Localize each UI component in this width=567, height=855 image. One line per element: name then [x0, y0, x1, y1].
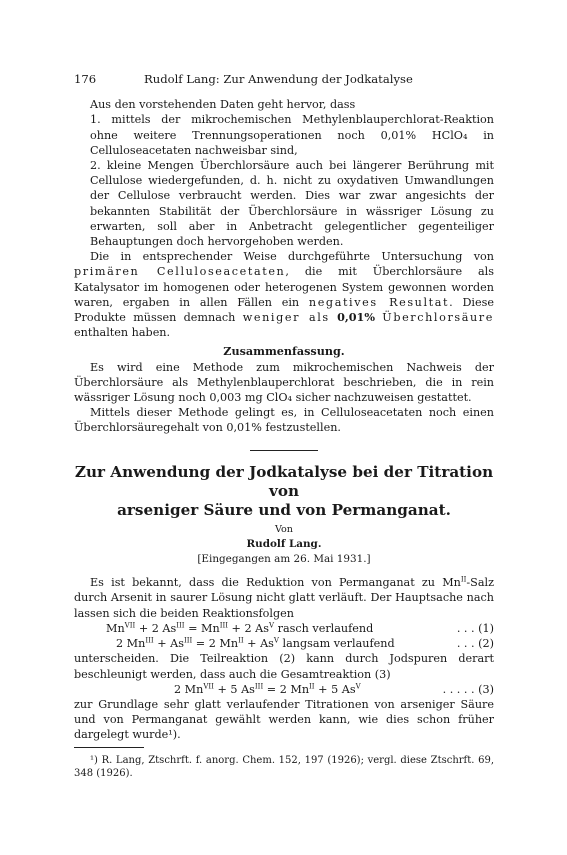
equation-1: [74, 621, 494, 636]
footnote: ¹) R. Lang, Ztschrft. f. anorg. Chem. 152, 197 (1926); vergl. diese Ztschrft. 69, 348 (1926).: [74, 754, 494, 780]
list-item: [74, 112, 494, 158]
received-date: [Eingegangen am 26. Mai 1931.]: [197, 553, 371, 566]
summary-paragraph: Es wird eine Methode zum mikrochemischen Nachweis der Überchlorsäure als Methylenblauperchlorat beschrieben, die in rein wässriger Lösung noch 0,003 mg ClO₄ sicher nachzuweisen gestattet.: [74, 360, 494, 405]
title-line: arseniger Säure und von Permanganat.: [117, 500, 451, 519]
equation-number: . . . (2): [456, 637, 494, 651]
text-run: Die in entsprechender Weise durchgeführte Untersuchung von: [90, 250, 494, 264]
page: [74, 72, 494, 781]
paragraph: [74, 575, 494, 621]
page-header: [74, 72, 494, 87]
list-item: [74, 158, 494, 249]
by-line: Von: [274, 523, 293, 535]
text-run: Es ist bekannt, dass die Reduktion von Permanganat zu Mn: [90, 576, 461, 590]
equation-2: [74, 636, 494, 651]
summary-heading: Zusammenfassung.: [223, 344, 345, 359]
text-run: 0,01%: [337, 310, 375, 325]
equation-text: 2 $Mn^{III} + As^{III} = 2$ $Mn^{II} + As^V$ langsam verlaufend: [116, 636, 395, 651]
equation-3: [74, 682, 494, 697]
equation-number: . . . (1): [456, 621, 494, 635]
equation-text: $Mn^{VII} + 2$ $As^{III} = Mn^{III} + 2$ $As^V$ rasch verlaufend: [106, 621, 374, 635]
footnote-divider: [74, 747, 144, 748]
text-run: , die mit Überchlorsäure als Katalysator im homogenen oder heterogenen System gewonnen worden waren, ergaben in allen Fällen ein: [74, 265, 494, 309]
divider: [250, 450, 318, 451]
author: Rudolf Lang.: [246, 537, 322, 550]
equation-number: . . . . . (3): [442, 682, 494, 696]
equation-text: 2 $Mn^{VII} + 5$ $As^{III} = 2$ $Mn^{II} + 5$ $As^V$: [174, 681, 361, 696]
superscript: II: [460, 575, 467, 584]
text-run: -Salz durch Arsenit in saurer Lösung nicht glatt verläuft. Der Hauptsache nach lassen sich die beiden Reaktionsfolgen: [74, 576, 494, 620]
summary-paragraph: Mittels dieser Methode gelingt es, in Celluloseacetaten noch einen Überchlorsäuregehalt von 0,01% festzustellen.: [74, 406, 494, 435]
text-run: enthalten haben.: [74, 326, 171, 340]
paragraph: unterscheiden. Die Teilreaktion (2) kann durch Jodspuren derart beschleunigt werden, dass auch die Gesamtreaktion (3): [74, 652, 494, 681]
text-run: . Diese Produkte müssen demnach: [74, 295, 494, 325]
paragraph: [74, 249, 494, 340]
list-item-text: 1. mittels der mikrochemischen Methylenblauperchlorat-Reaktion ohne weitere Trennungsoperationen noch 0,01% HClO₄ in Celluloseacetaten nachweisbar sind,: [90, 113, 494, 157]
page-number: 176: [74, 72, 97, 86]
list-item-text: 2. kleine Mengen Überchlorsäure auch bei längerer Berührung mit Cellulose wiedergefunden, d. h. nicht zu oxydativen Umwandlungen der Cellulose verbraucht werden. Dies war zwar angesichts der bekannten Stabilität der Überchlorsäure in wässriger Lösung zu erwarten, soll aber in Anbetracht gelegentlicher gegenteiliger Behauptungen doch hervorgehoben werden.: [90, 159, 494, 249]
text-run: primären Celluloseacetaten: [74, 265, 286, 279]
title-line: Zur Anwendung der Jodkatalyse bei der Titration von: [74, 462, 494, 500]
text-run: weniger als: [242, 311, 330, 325]
text-run: negatives Resultat: [308, 295, 450, 309]
article-title: [74, 463, 494, 520]
intro-text: Aus den vorstehenden Daten geht hervor, dass: [90, 98, 356, 112]
running-title: Rudolf Lang: Zur Anwendung der Jodkatalyse: [144, 72, 413, 86]
paragraph: zur Grundlage sehr glatt verlaufender Titrationen von arseniger Säure und von Permanganat gewählt werden kann, wie dies schon früher dargelegt wurde¹).: [74, 697, 494, 742]
text-run: Überchlorsäure: [382, 311, 494, 325]
